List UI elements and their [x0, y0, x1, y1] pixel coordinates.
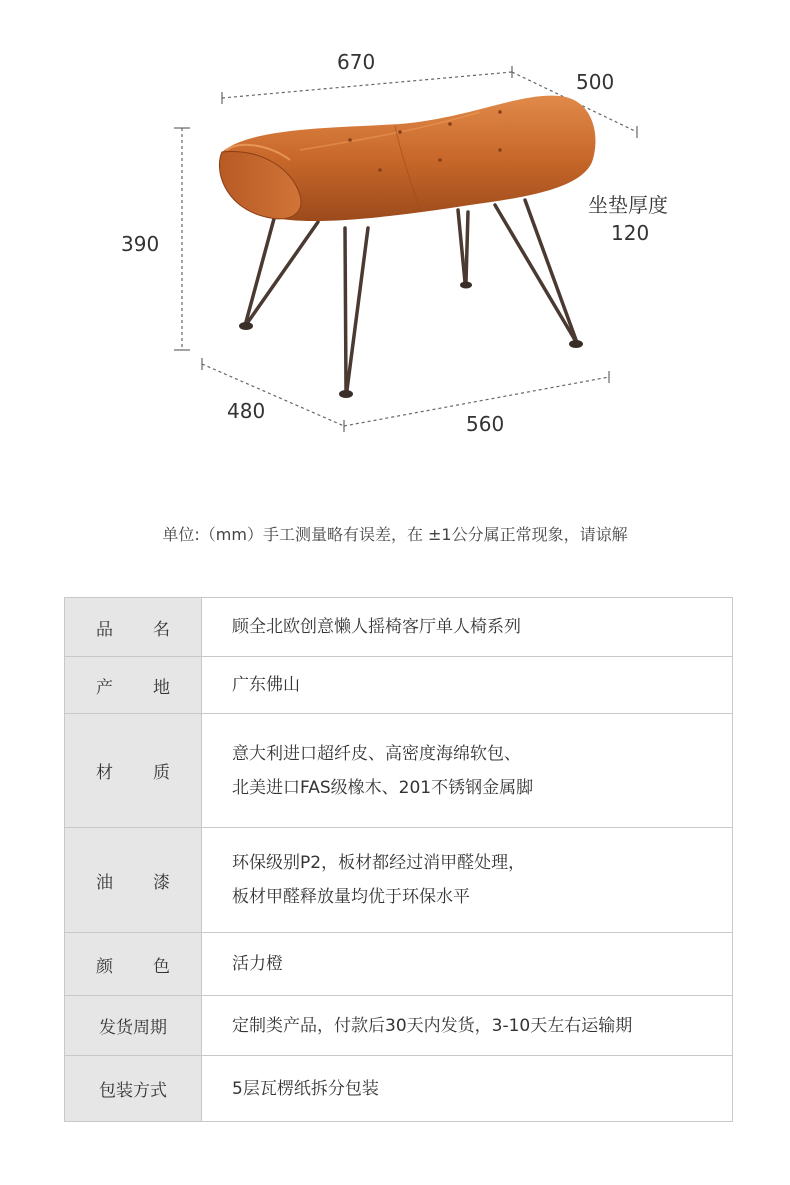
table-row	[65, 1056, 733, 1122]
table-row	[65, 598, 733, 657]
spec-value: 5层瓦楞纸拆分包装	[202, 1056, 733, 1122]
dim-width-top: 670	[337, 50, 376, 74]
cushion-thickness-value: 120	[611, 221, 650, 245]
dim-height: 390	[121, 232, 160, 256]
spec-key: 材质	[65, 714, 202, 828]
spec-value: 顾全北欧创意懒人摇椅客厅单人椅系列	[202, 598, 733, 657]
spec-value: 环保级别P2，板材都经过消甲醛处理， 板材甲醛释放量均优于环保水平	[202, 828, 733, 933]
dim-width-bottom: 560	[466, 412, 505, 436]
table-row	[65, 828, 733, 933]
spec-value: 定制类产品，付款后30天内发货，3-10天左右运输期	[202, 996, 733, 1056]
measurement-note: 单位:（mm）手工测量略有误差，在 ±1公分属正常现象，请谅解	[162, 525, 628, 544]
spec-key: 发货周期	[65, 996, 202, 1056]
dim-depth-bottom: 480	[227, 399, 266, 423]
table-row	[65, 657, 733, 714]
table-row	[65, 996, 733, 1056]
spec-key: 产地	[65, 657, 202, 714]
spec-value: 意大利进口超纤皮、高密度海绵软包、 北美进口FAS级橡木、201不锈钢金属脚	[202, 714, 733, 828]
table-row	[65, 933, 733, 996]
spec-table	[64, 597, 733, 1122]
ottoman-illustration	[0, 0, 790, 470]
spec-key: 油漆	[65, 828, 202, 933]
spec-value: 活力橙	[202, 933, 733, 996]
metal-legs	[246, 200, 576, 390]
dim-depth-top: 500	[576, 70, 615, 94]
product-figure	[0, 0, 790, 470]
spec-key: 品名	[65, 598, 202, 657]
leather-cushion	[219, 96, 595, 221]
spec-value: 广东佛山	[202, 657, 733, 714]
cushion-thickness-label: 坐垫厚度	[588, 193, 668, 217]
spec-key: 包装方式	[65, 1056, 202, 1122]
table-row	[65, 714, 733, 828]
spec-key: 颜色	[65, 933, 202, 996]
